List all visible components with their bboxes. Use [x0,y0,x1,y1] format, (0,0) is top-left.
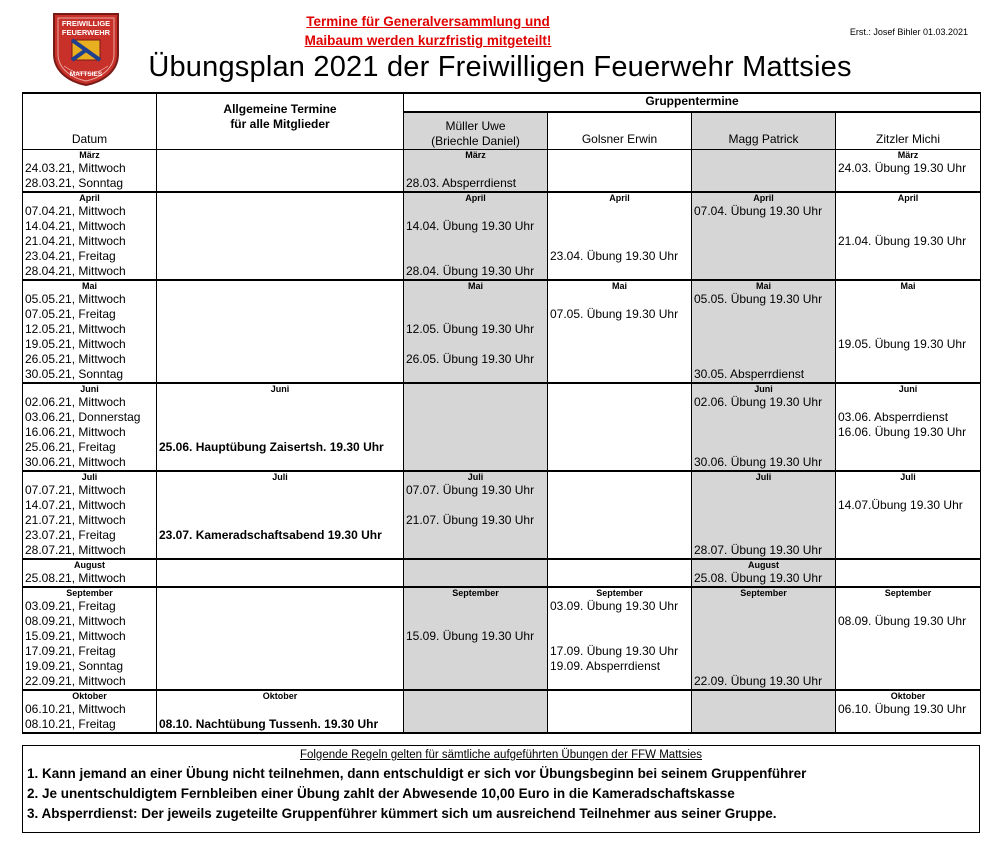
schedule-entry [836,455,980,470]
group-cell-c4 [836,559,981,587]
schedule-entry [692,352,835,367]
schedule-entry [692,322,835,337]
date-entry: 21.07.21, Mittwoch [25,512,126,527]
schedule-entry [404,528,547,543]
schedule-entry [836,674,980,689]
schedule-entry: 21.07. Übung 19.30 Uhr [406,512,535,527]
schedule-entry [692,599,835,614]
schedule-entry [836,292,980,307]
month-row [23,192,981,280]
schedule-entry: 08.10. Nachtübung Tussenh. 19.30 Uhr [159,716,379,731]
schedule-entry [404,674,547,689]
month-heading: Mai [467,280,483,291]
schedule-entry: 19.09. Absperrdienst [550,658,661,673]
month-row [23,690,981,733]
date-entry: 28.07.21, Mittwoch [25,542,126,557]
schedule-entry: 25.08. Übung 19.30 Uhr [694,570,823,585]
group-cell-c4 [836,280,981,383]
date-entry: 12.05.21, Mittwoch [25,321,126,336]
date-entry: 07.04.21, Mittwoch [25,203,126,218]
schedule-entry [404,307,547,322]
group-name-mueller-line-1: Müller Uwe [445,118,506,133]
month-heading: Oktober [72,690,107,701]
group-name-magg: Magg Patrick [692,112,836,149]
date-entry: 19.05.21, Mittwoch [25,336,126,351]
rule-3: 3. Absperrdienst: Der jeweils zugeteilte Gruppenführer kümmert sich um ausreichend Teilnehmer aus seiner Gruppe. [27,806,777,821]
schedule-entry [836,629,980,644]
group-cell-c2 [548,471,692,559]
schedule-entry [404,161,547,176]
schedule-entry [157,702,403,717]
general-cell [157,587,404,690]
date-entry: 06.10.21, Mittwoch [25,701,126,716]
svg-text:MATTSIES: MATTSIES [69,71,103,78]
schedule-entry [836,307,980,322]
date-cell [23,690,157,733]
schedule-entry [836,219,980,234]
column-header-date: Datum [23,93,157,149]
schedule-entry [548,629,691,644]
schedule-entry: 06.10. Übung 19.30 Uhr [838,701,967,716]
group-cell-c3 [692,149,836,192]
date-entry: 25.06.21, Freitag [25,439,116,454]
rule-1: 1. Kann jemand an einer Übung nicht teilnehmen, dann entschuldigt er sich vor Übungsbeginn bei seinem Gruppenführer [27,766,807,781]
schedule-entry [836,513,980,528]
schedule-entry: 07.04. Übung 19.30 Uhr [694,203,823,218]
group-cell-c2 [548,383,692,471]
schedule-entry [692,614,835,629]
date-cell [23,280,157,383]
general-header-line-2: für alle Mitglieder [230,117,330,131]
group-cell-c1 [404,149,548,192]
schedule-entry [404,367,547,382]
group-name-golsner: Golsner Erwin [548,112,692,149]
group-cell-c2 [548,192,692,280]
date-entry: 28.03.21, Sonntag [25,175,124,190]
schedule-entry: 14.04. Übung 19.30 Uhr [406,218,535,233]
date-cell [23,383,157,471]
rules-heading: Folgende Regeln gelten für sämtliche aufgeführten Übungen der FFW Mattsies [299,749,703,761]
schedule-entry [692,410,835,425]
date-entry: 21.04.21, Mittwoch [25,233,126,248]
schedule-entry: 14.07.Übung 19.30 Uhr [838,497,963,512]
schedule-table [22,92,981,734]
schedule-entry: 26.05. Übung 19.30 Uhr [406,351,535,366]
group-cell-c3 [692,383,836,471]
schedule-entry [692,659,835,674]
schedule-entry: 16.06. Übung 19.30 Uhr [838,424,967,439]
schedule-entry [404,543,547,558]
schedule-entry [692,483,835,498]
schedule-entry [404,249,547,264]
month-row [23,383,981,471]
month-heading: Juli [81,471,98,482]
rules-box [22,745,980,833]
month-heading: Oktober [262,690,298,701]
schedule-entry: 25.06. Hauptübung Zaisertsh. 19.30 Uhr [159,439,384,454]
general-cell [157,471,404,559]
schedule-entry: 24.03. Übung 19.30 Uhr [838,160,967,175]
month-heading: März [79,149,100,160]
date-entry: 28.04.21, Mittwoch [25,263,126,278]
schedule-entry [157,410,403,425]
schedule-entry [548,352,691,367]
date-entry: 25.08.21, Mittwoch [25,570,126,585]
schedule-entry: 12.05. Übung 19.30 Uhr [406,321,535,336]
group-header: Gruppentermine [404,93,981,112]
date-entry: 19.09.21, Sonntag [25,658,124,673]
schedule-entry [692,425,835,440]
month-heading: September [884,587,932,598]
group-name-zitzler: Zitzler Michi [836,112,981,149]
group-cell-c3 [692,192,836,280]
schedule-entry: 22.09. Übung 19.30 Uhr [694,673,823,688]
group-cell-c4 [836,192,981,280]
schedule-entry [836,176,980,191]
schedule-entry [836,352,980,367]
date-entry: 14.07.21, Mittwoch [25,497,126,512]
schedule-entry [692,629,835,644]
schedule-entry [548,292,691,307]
schedule-entry [836,599,980,614]
schedule-entry: 30.05. Absperrdienst [694,366,805,381]
schedule-entry [692,264,835,279]
schedule-entry [404,234,547,249]
general-cell [157,192,404,280]
group-cell-c1 [404,690,548,733]
group-cell-c4 [836,587,981,690]
schedule-entry [404,614,547,629]
schedule-entry [692,498,835,513]
month-row [23,587,981,690]
schedule-entry: 05.05. Übung 19.30 Uhr [694,291,823,306]
notice-text [258,12,598,50]
month-heading: April [465,192,486,203]
schedule-entry: 28.03. Absperrdienst [406,175,517,190]
schedule-entry [692,337,835,352]
schedule-entry [157,455,403,470]
schedule-entry: 23.04. Übung 19.30 Uhr [550,248,679,263]
schedule-entry [692,513,835,528]
schedule-entry [548,614,691,629]
group-cell-c2 [548,280,692,383]
month-heading: August [74,559,105,570]
date-cell [23,149,157,192]
svg-text:FEUERWEHR: FEUERWEHR [61,28,111,37]
schedule-entry [157,395,403,410]
date-entry: 17.09.21, Freitag [25,643,116,658]
schedule-entry [692,528,835,543]
month-heading: September [740,587,787,598]
group-cell-c3 [692,587,836,690]
schedule-entry [836,483,980,498]
month-heading: Juli [272,471,288,482]
schedule-entry [548,337,691,352]
schedule-entry: 28.04. Übung 19.30 Uhr [406,263,535,278]
schedule-entry [836,659,980,674]
schedule-entry [157,483,403,498]
schedule-entry: 08.09. Übung 19.30 Uhr [838,613,967,628]
month-heading: April [609,192,630,203]
schedule-entry [836,395,980,410]
month-row [23,280,981,383]
group-cell-c1 [404,280,548,383]
month-heading: Mai [611,280,627,291]
month-heading: September [596,587,643,598]
schedule-entry: 03.09. Übung 19.30 Uhr [550,598,679,613]
schedule-entry: 03.06. Absperrdienst [838,409,949,424]
month-heading: September [452,587,499,598]
month-heading: März [465,149,486,160]
schedule-entry: 23.07. Kameradschaftsabend 19.30 Uhr [159,527,382,542]
schedule-entry [836,367,980,382]
general-cell [157,280,404,383]
schedule-entry [404,292,547,307]
group-cell-c4 [836,149,981,192]
group-cell-c2 [548,690,692,733]
group-cell-c1 [404,587,548,690]
group-cell-c2 [548,559,692,587]
group-cell-c1 [404,383,548,471]
date-cell [23,559,157,587]
schedule-entry [836,528,980,543]
month-heading: Oktober [890,690,926,701]
schedule-entry [404,644,547,659]
schedule-entry [404,204,547,219]
group-cell-c2 [548,587,692,690]
notice-line-1: Termine für Generalversammlung und [306,14,550,29]
schedule-entry [548,322,691,337]
month-heading: Mai [900,280,916,291]
date-cell [23,471,157,559]
page-title: Übungsplan 2021 der Freiwilligen Feuerwehr Mattsies [148,51,852,83]
month-row [23,471,981,559]
group-name-mueller-line-2: (Briechle Daniel) [431,133,520,148]
date-entry: 03.06.21, Donnerstag [25,409,141,424]
schedule-entry [548,367,691,382]
schedule-entry: 17.09. Übung 19.30 Uhr [550,643,679,658]
schedule-entry [836,644,980,659]
schedule-entry [548,219,691,234]
month-heading: Juni [80,383,99,394]
date-entry: 03.09.21, Freitag [25,598,116,613]
author-note: Erst.: Josef Bihler 01.03.2021 [849,27,968,37]
month-heading: April [79,192,100,203]
schedule-entry [404,659,547,674]
schedule-entry [548,264,691,279]
group-cell-c4 [836,471,981,559]
schedule-entry [692,307,835,322]
general-cell [157,559,404,587]
schedule-entry: 21.04. Übung 19.30 Uhr [838,233,967,248]
schedule-entry [692,644,835,659]
schedule-entry [548,204,691,219]
schedule-entry: 19.05. Übung 19.30 Uhr [838,336,967,351]
schedule-entry: 28.07. Übung 19.30 Uhr [694,542,823,557]
schedule-entry [836,543,980,558]
schedule-entry [404,599,547,614]
rule-2: 2. Je unentschuldigtem Fernbleiben einer Übung zahlt der Abwesende 10,00 Euro in die Kameradschaftskasse [27,786,735,801]
schedule-entry [404,337,547,352]
month-heading: April [897,192,919,203]
month-row [23,559,981,587]
group-cell-c1 [404,471,548,559]
month-heading: Juli [755,471,772,482]
schedule-entry [157,543,403,558]
group-cell-c1 [404,559,548,587]
group-cell-c3 [692,280,836,383]
date-entry: 07.07.21, Mittwoch [25,482,126,497]
date-entry: 30.06.21, Mittwoch [25,454,126,469]
group-cell-c3 [692,559,836,587]
schedule-entry [836,440,980,455]
month-heading: März [897,149,919,160]
date-entry: 23.07.21, Freitag [25,527,116,542]
month-heading: Juni [270,383,290,394]
schedule-entry [692,440,835,455]
schedule-entry [692,249,835,264]
date-entry: 23.04.21, Freitag [25,248,116,263]
date-entry: 15.09.21, Mittwoch [25,628,126,643]
date-cell [23,192,157,280]
month-heading: April [753,192,774,203]
date-entry: 24.03.21, Mittwoch [25,160,126,175]
general-header-line-1: Allgemeine Termine [223,102,337,116]
date-entry: 08.10.21, Freitag [25,716,116,731]
schedule-entry [548,234,691,249]
schedule-entry [157,513,403,528]
group-name-mueller [404,112,548,149]
schedule-entry: 30.06. Übung 19.30 Uhr [694,454,823,469]
date-entry: 02.06.21, Mittwoch [25,394,126,409]
month-heading: Mai [755,280,771,291]
schedule-entry: 07.07. Übung 19.30 Uhr [406,482,535,497]
month-heading: Juli [900,471,916,482]
group-cell-c3 [692,690,836,733]
schedule-entry: 15.09. Übung 19.30 Uhr [406,628,535,643]
date-entry: 30.05.21, Sonntag [25,366,124,381]
notice-line-2: Maibaum werden kurzfristig mitgeteilt! [304,33,552,48]
schedule-entry [548,674,691,689]
general-cell [157,383,404,471]
group-cell-c1 [404,192,548,280]
schedule-entry [836,322,980,337]
month-heading: Juni [754,383,773,394]
schedule-entry [692,234,835,249]
month-heading: August [748,559,779,570]
date-entry: 16.06.21, Mittwoch [25,424,126,439]
schedule-entry [404,498,547,513]
column-header-general [157,93,404,149]
schedule-entry [836,264,980,279]
schedule-entry: 02.06. Übung 19.30 Uhr [694,394,823,409]
general-cell [157,149,404,192]
date-entry: 05.05.21, Mittwoch [25,291,126,306]
date-entry: 08.09.21, Mittwoch [25,613,126,628]
month-heading: Mai [81,280,97,291]
schedule-entry [157,425,403,440]
schedule-entry [836,717,980,732]
date-cell [23,587,157,690]
month-heading: September [66,587,113,598]
month-row [23,149,981,192]
month-heading: Juni [898,383,918,394]
group-cell-c3 [692,471,836,559]
date-entry: 22.09.21, Mittwoch [25,673,126,688]
date-entry: 07.05.21, Freitag [25,306,116,321]
general-cell [157,690,404,733]
schedule-entry: 07.05. Übung 19.30 Uhr [550,306,679,321]
schedule-entry [836,249,980,264]
schedule-entry [692,219,835,234]
date-entry: 26.05.21, Mittwoch [25,351,126,366]
date-entry: 14.04.21, Mittwoch [25,218,126,233]
svg-text:FREIWILLIGE: FREIWILLIGE [61,19,111,28]
schedule-entry [157,498,403,513]
group-cell-c4 [836,690,981,733]
group-cell-c2 [548,149,692,192]
group-cell-c4 [836,383,981,471]
month-heading: Juli [467,471,484,482]
schedule-entry [836,204,980,219]
